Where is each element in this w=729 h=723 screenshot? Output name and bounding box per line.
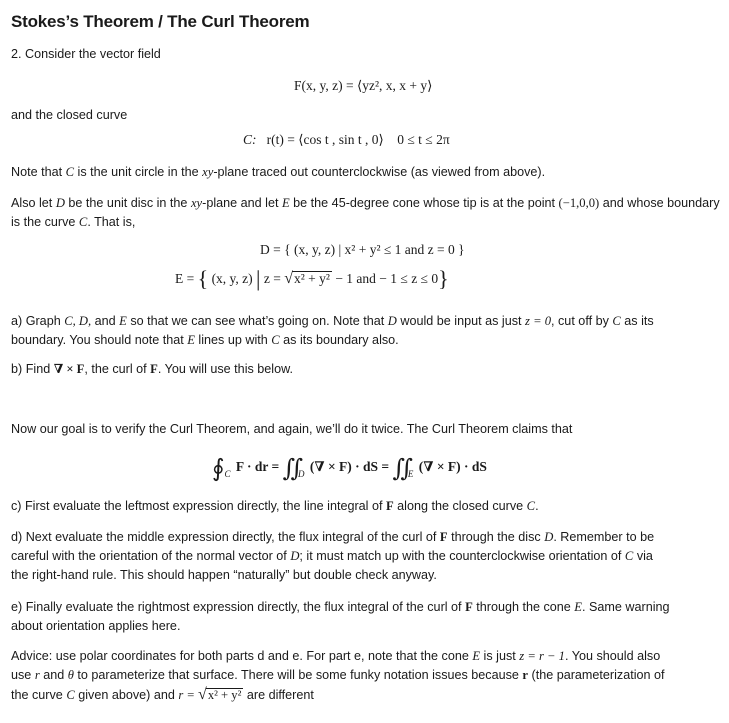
goal-statement: Now our goal is to verify the Curl Theorem, and again, we’ll do it twice. The Curl Theorem claims that [11, 422, 573, 436]
part-c: c) First evaluate the leftmost expression directly, the line integral of F along the closed curve C. [11, 499, 539, 513]
curve-parametrization: r(t) = ⟨cos t , sin t , 0⟩ [266, 132, 384, 147]
page-title: Stokes’s Theorem / The Curl Theorem [11, 12, 310, 31]
curve-label: C: [243, 132, 257, 147]
part-d: d) Next evaluate the middle expression directly, the flux integral of the curl of F through the disc D. Remember to be careful with the orientation of the normal vector of D; it must match up with the counterclockwise orientation of C via the right-hand rule. This should happen “naturally” but double check anyway. [11, 530, 655, 582]
part-a: a) Graph C, D, and E so that we can see what’s going on. Note that D would be input as just z = 0, cut off by C as its boundary. You should note that E lines up with C as its boundary also. [11, 314, 654, 347]
disc-set-definition [260, 242, 465, 258]
disc-set-formula: D = { (x, y, z) | x² + y² ≤ 1 and z = 0 } [260, 242, 465, 257]
cone-set-definition: E = { (x, y, z) | z = √x² + y² − 1 and − 1 ≤ z ≤ 0} [175, 266, 449, 291]
part-b: b) Find ∇ × F, the curl of F. You will use this below. [11, 362, 293, 376]
curl-theorem-equation: $∮_C$ F · dr = ∬ $_D$ (∇ × F) · dS = ∬ $_E$ (∇ × F) · dS [212, 456, 487, 482]
vector-field-equation [294, 78, 432, 94]
note-unit-circle: Note that C is the unit circle in the xy-plane traced out counterclockwise (as viewed from above). [11, 165, 546, 179]
curve-equation [243, 132, 450, 148]
note-disc-and-cone: Also let D be the unit disc in the xy-plane and let E be the 45-degree cone whose tip is at the point (−1,0,0) and whose boundary is the curve C. That is, [11, 196, 720, 229]
curve-intro: and the closed curve [11, 108, 128, 122]
problem-intro: 2. Consider the vector field [11, 47, 161, 61]
advice: Advice: use polar coordinates for both parts d and e. For part e, note that the cone E is just z = r − 1. You should also use r and θ to parameterize that surface. There will be some funky notation issues because r (the parameterization of the curve C given above) and r = √x² + y² are different [11, 649, 665, 703]
curve-parameter-range: 0 ≤ t ≤ 2π [397, 132, 450, 147]
part-e: e) Finally evaluate the rightmost expression directly, the flux integral of the curl of F through the cone E. Same warning about orientation applies here. [11, 600, 670, 633]
cone-radicand: x² + y² [293, 271, 330, 286]
vector-field-formula: F(x, y, z) = ⟨yz², x, x + y⟩ [294, 78, 433, 93]
